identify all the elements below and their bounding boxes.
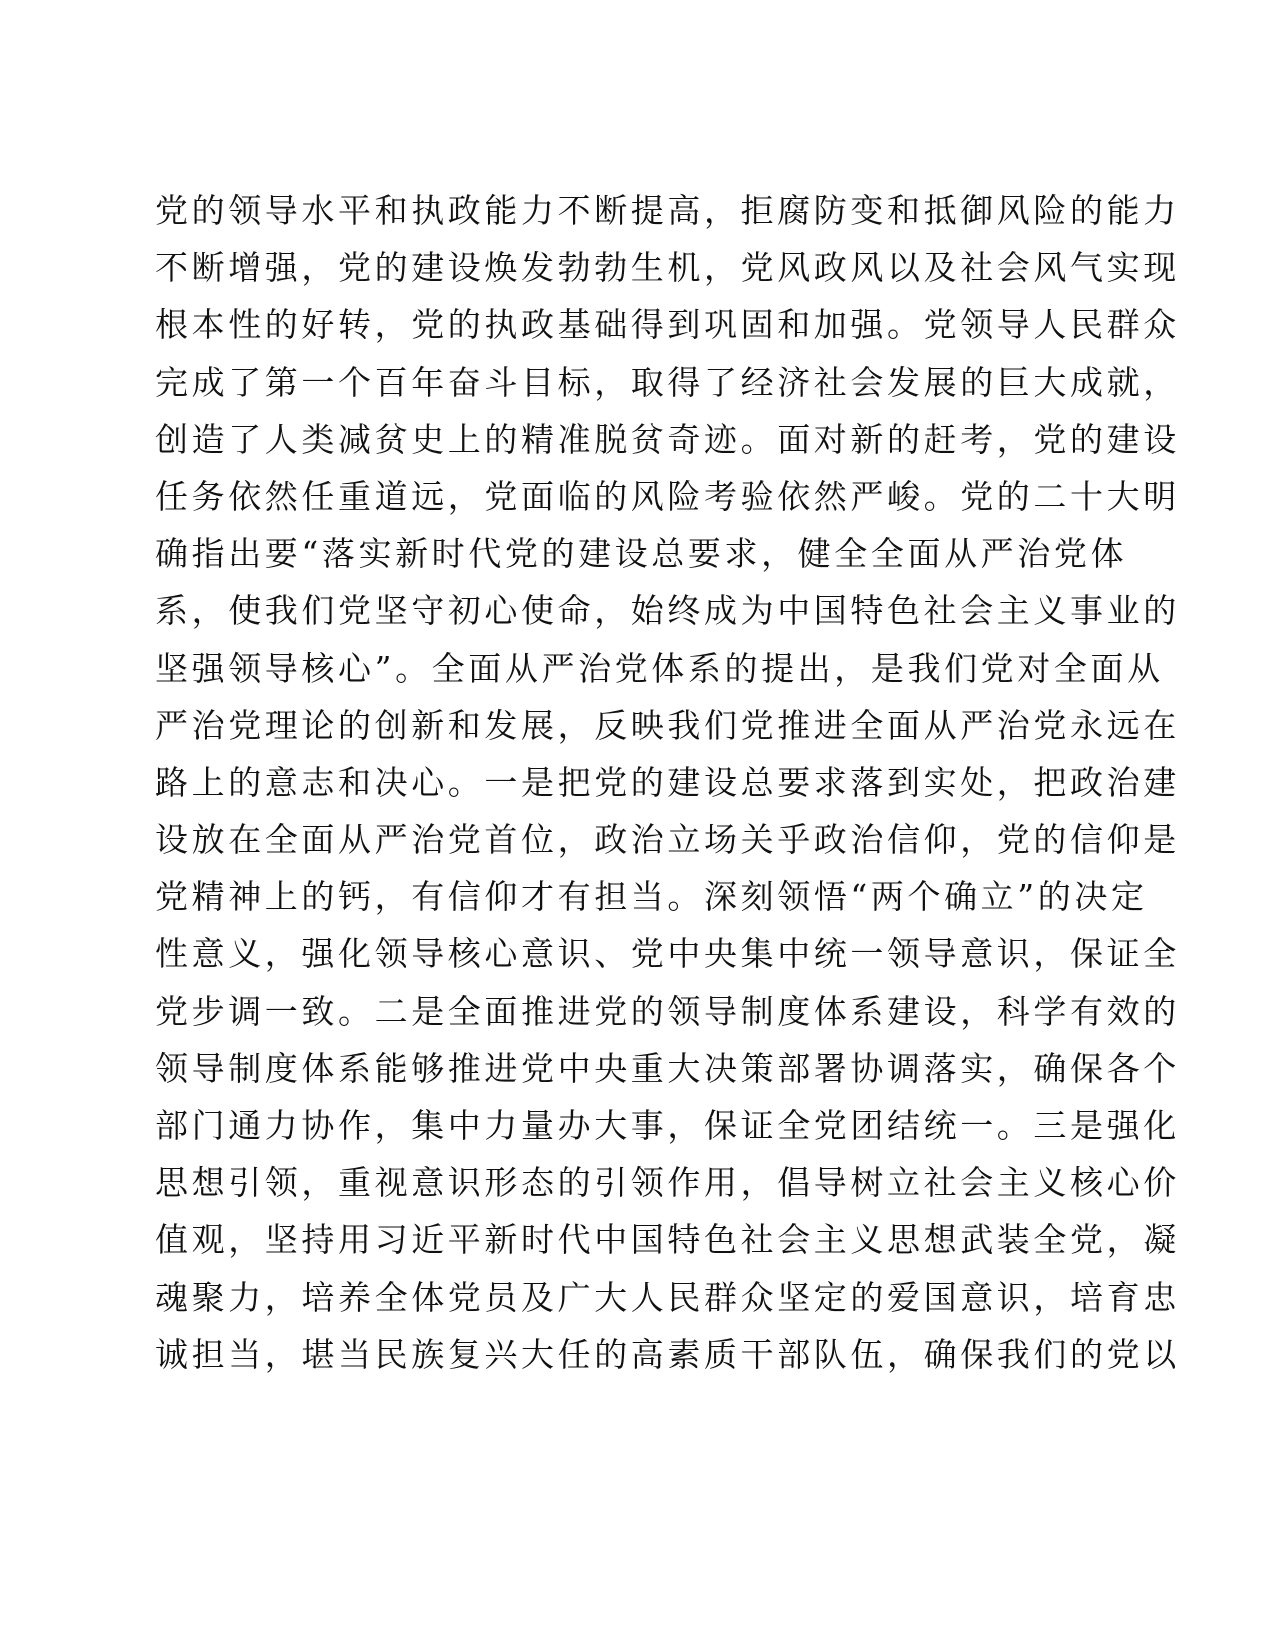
text-line: 完成了第一个百年奋斗目标，取得了经济社会发展的巨大成就， bbox=[155, 362, 1180, 402]
text-line: 不断增强，党的建设焕发勃勃生机，党风政风以及社会风气实现 bbox=[155, 248, 1180, 288]
text-line: 严治党理论的创新和发展，反映我们党推进全面从严治党永远在 bbox=[155, 705, 1180, 745]
text-line: 思想引领，重视意识形态的引领作用，倡导树立社会主义核心价 bbox=[155, 1163, 1180, 1203]
text-line: 路上的意志和决心。一是把党的建设总要求落到实处，把政治建 bbox=[155, 762, 1180, 802]
text-line: 根本性的好转，党的执政基础得到巩固和加强。党领导人民群众 bbox=[155, 305, 1180, 345]
text-line: 部门通力协作，集中力量办大事，保证全党团结统一。三是强化 bbox=[155, 1106, 1180, 1145]
text-line: 确指出要“落实新时代党的建设总要求，健全全面从严治党体 bbox=[155, 534, 1128, 574]
body-paragraph bbox=[155, 182, 1180, 1383]
text-line: 任务依然任重道远，党面临的风险考验依然严峻。党的二十大明 bbox=[155, 476, 1180, 516]
text-line: 领导制度体系能够推进党中央重大决策部署协调落实，确保各个 bbox=[155, 1048, 1180, 1088]
text-line: 魂聚力，培养全体党员及广大人民群众坚定的爱国意识，培育忠 bbox=[155, 1277, 1180, 1317]
text-line: 党的领导水平和执政能力不断提高，拒腐防变和抵御风险的能力 bbox=[155, 191, 1180, 230]
text-line: 坚强领导核心”。全面从严治党体系的提出，是我们党对全面从 bbox=[155, 648, 1164, 688]
text-line: 值观，坚持用习近平新时代中国特色社会主义思想武装全党，凝 bbox=[155, 1220, 1180, 1260]
text-line: 性意义，强化领导核心意识、党中央集中统一领导意识，保证全 bbox=[155, 934, 1180, 974]
text-line: 创造了人类减贫史上的精准脱贫奇迹。面对新的赶考，党的建设 bbox=[155, 419, 1180, 459]
text-line: 党步调一致。二是全面推进党的领导制度体系建设，科学有效的 bbox=[155, 991, 1180, 1031]
text-line: 系，使我们党坚守初心使命，始终成为中国特色社会主义事业的 bbox=[155, 591, 1180, 631]
text-line: 党精神上的钙，有信仰才有担当。深刻领悟“两个确立”的决定 bbox=[155, 877, 1148, 917]
text-line: 设放在全面从严治党首位，政治立场关乎政治信仰，党的信仰是 bbox=[155, 820, 1180, 860]
text-line: 诚担当，堪当民族复兴大任的高素质干部队伍，确保我们的党以 bbox=[155, 1334, 1180, 1374]
